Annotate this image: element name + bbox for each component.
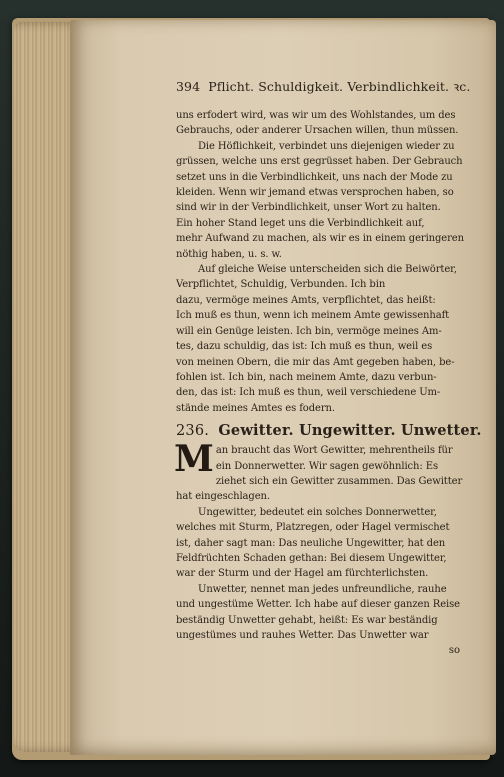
text-line: welches mit Sturm, Platzregen, oder Hagel vermischet (176, 522, 450, 534)
text-line: ist, daher sagt man: Das neuliche Ungewitter, hat den (176, 537, 446, 549)
section-number: 236. (176, 423, 210, 440)
text-line: Die Höflichkeit, verbindet uns diejenigen wieder zu (198, 140, 455, 152)
paragraph-hoeflichkeit (176, 139, 468, 262)
text-line: Auf gleiche Weise unterscheiden sich die Beiwörter, (198, 264, 457, 276)
drop-cap-initial: M (174, 438, 214, 481)
text-line: ein Donnerwetter. Wir sagen gewöhnlich: Es (215, 460, 438, 472)
text-line: setzet uns in die Verbindlichkeit, uns nach der Mode zu (176, 171, 453, 183)
text-line: grüssen, welche uns erst gegrüsset haben. Der Gebrauch (176, 156, 463, 168)
text-line: hat eingeschlagen. (176, 491, 270, 503)
text-line: an braucht das Wort Gewitter, mehrentheils für (215, 445, 453, 457)
text-line: kleiden. Wenn wir jemand etwas versprochen haben, so (176, 187, 454, 199)
text-line: Unwetter, nennet man jedes unfreundliche, rauhe (198, 583, 447, 595)
running-title: Pflicht. Schuldigkeit. Verbindlichkeit. ꝛc. (208, 79, 471, 94)
text-line: will ein Genüge leisten. Ich bin, vermöge meines Am- (176, 325, 442, 337)
text-line: sind wir in der Verbindlichkeit, unser Wort zu halten. (176, 202, 441, 214)
text-line: Feldfrüchten Schaden gethan: Bei diesem Ungewitter, (176, 552, 447, 564)
text-line: tes, dazu schuldig, das ist: Ich muß es thun, weil es (176, 341, 433, 353)
running-head (176, 78, 471, 108)
text-line: ungestümes und rauhes Wetter. Das Unwetter war (176, 630, 429, 641)
paragraph-gewitter (174, 438, 468, 505)
text-line: uns erfodert wird, was wir um des Wohlstandes, um des (176, 110, 456, 121)
text-line: von meinen Obern, die mir das Amt gegeben haben, be- (176, 356, 455, 368)
text-line: und ungestüme Wetter. Ich habe auf dieser ganzen Reise (176, 599, 460, 611)
page-text (174, 78, 482, 658)
text-line: Ich muß es thun, wenn ich meinem Amte gewissenhaft (176, 310, 450, 322)
paragraph-continuation (176, 108, 468, 139)
section-heading (176, 420, 482, 442)
paragraph-unwetter (176, 582, 468, 644)
text-line: den, das ist: Ich muß es thun, weil verschiedene Um- (176, 387, 441, 399)
text-line: Verpflichtet, Schuldig, Verbunden. Ich bin (176, 279, 386, 291)
text-line: beständig Unwetter gehabt, heißt: Es war beständig (176, 614, 438, 626)
catchword: so (448, 645, 460, 657)
text-line: mehr Aufwand zu machen, als wir es in einem geringeren (176, 233, 464, 245)
page-number: 394 (176, 79, 201, 94)
text-line: Ungewitter, bedeutet ein solches Donnerwetter, (198, 506, 437, 518)
text-line: Ein hoher Stand leget uns die Verbindlichkeit auf, (176, 217, 425, 229)
paragraph-ungewitter (176, 505, 468, 582)
text-line: dazu, vermöge meines Amts, verpflichtet, das heißt: (176, 294, 436, 306)
text-line: fohlen ist. Ich bin, nach meinem Amte, dazu verbun- (176, 371, 437, 383)
paragraph-beiwoerter (176, 262, 468, 416)
text-line: Gebrauchs, oder anderer Ursachen willen, thun müssen. (176, 125, 459, 137)
text-line: stände meines Amtes es fodern. (176, 402, 335, 414)
section-title: Gewitter. Ungewitter. Unwetter. (218, 422, 482, 440)
text-line: nöthig haben, u. s. w. (176, 248, 282, 260)
text-line: war der Sturm und der Hagel am fürchterlichsten. (176, 568, 429, 580)
text-line: ziehet sich ein Gewitter zusammen. Das Gewitter (215, 475, 463, 487)
